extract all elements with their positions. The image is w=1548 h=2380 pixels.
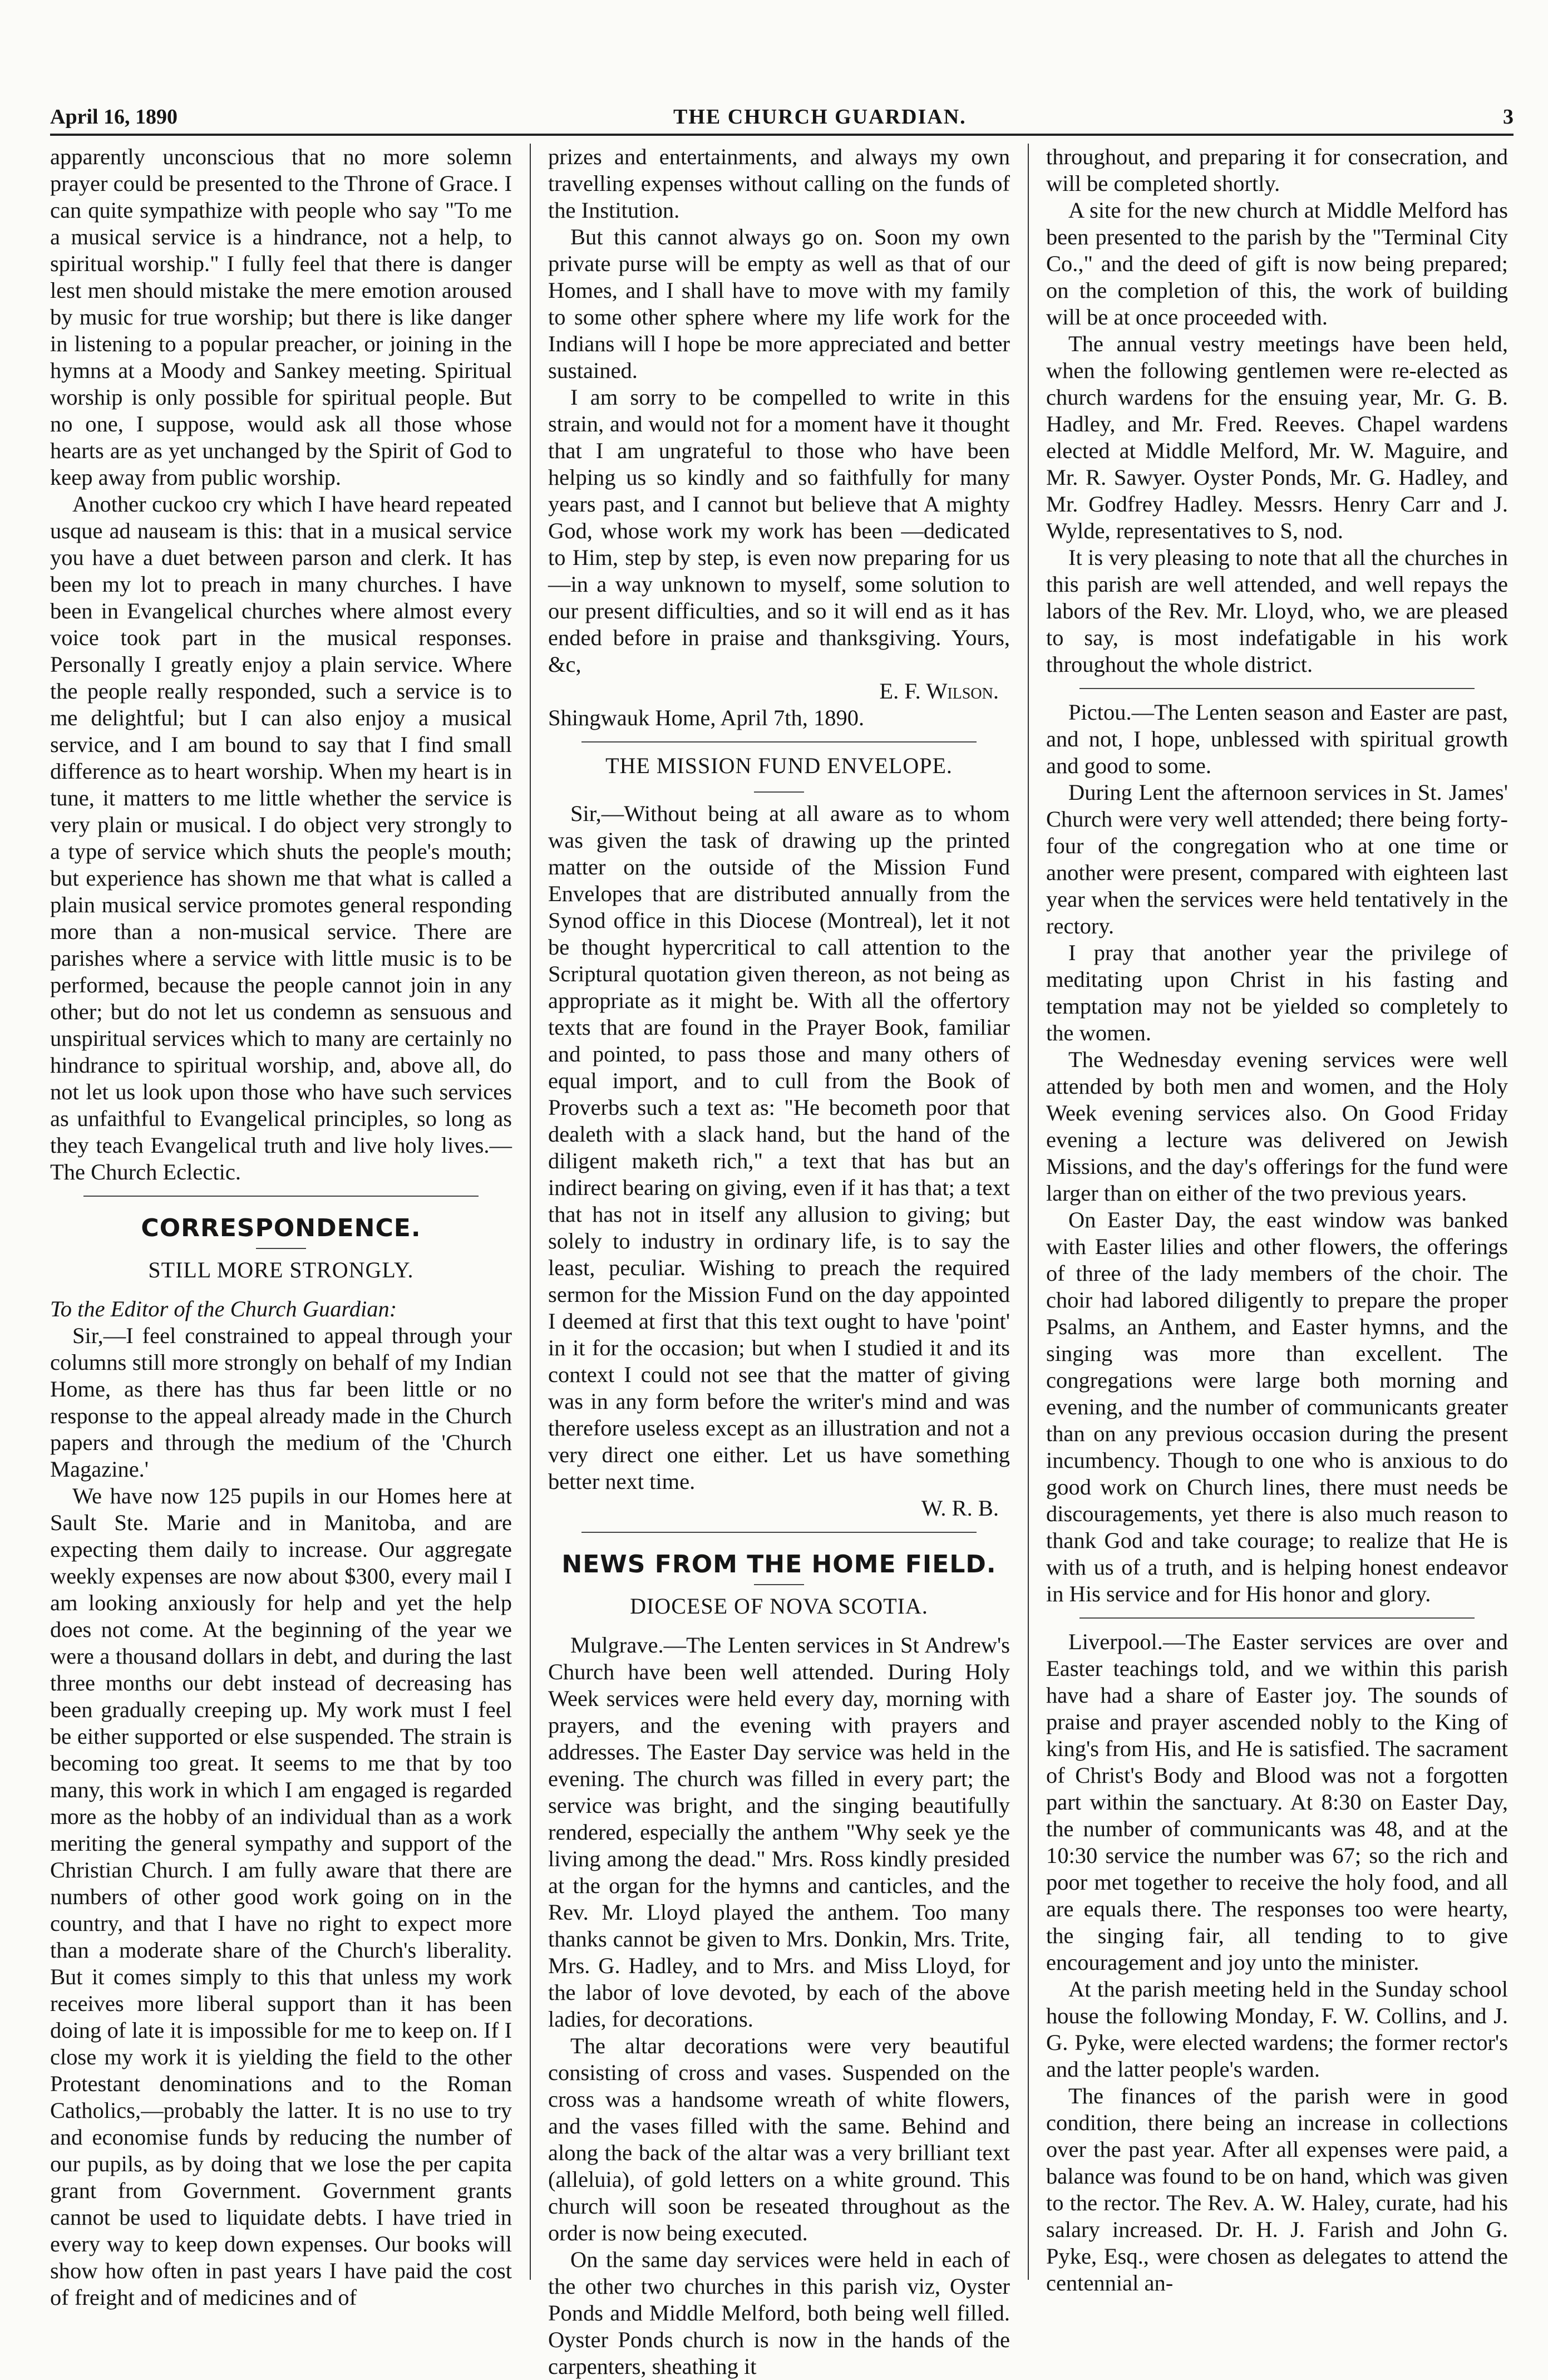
article-title-still-more-strongly: STILL MORE STRONGLY.: [148, 1257, 414, 1282]
paragraph: prizes and entertainments, and always my own travelling expenses without calling on the funds of the Institution.: [548, 144, 1010, 223]
short-rule: [754, 791, 804, 793]
section-rule: [1079, 1617, 1475, 1619]
letter-signature: E. F. Wilson.: [879, 678, 999, 704]
column-2: [548, 144, 1010, 2379]
section-rule: [1079, 688, 1475, 689]
section-heading-correspondence: CORRESPONDENCE.: [141, 1214, 421, 1242]
salutation-text: To the Editor of the Church Guardian:: [50, 1296, 397, 1321]
column-divider-1: [530, 144, 531, 2280]
paragraph: On Easter Day, the east window was banked with Easter lilies and other flowers, the offerings of three of the lady members of the choir. The choir had labored diligently to prepare the proper Psalms, an Anthem, and Easter hymns, and the singing was more than excellent. The congregations were large both morning and evening, and the number of communicants greater than on any previous occasion during the present incumbency. Though to one who is anxious to do good work on Church lines, there must needs be discouragements, yet there is also much reason to thank God and take courage; to realize that He is with us of a truth, and is helping honest endeavor in His service and for His honor and glory.: [1046, 1207, 1508, 1606]
issue-date: April 16, 1890: [50, 105, 178, 129]
section-rule: [581, 1532, 977, 1533]
paragraph: The altar decorations were very beautiful consisting of cross and vases. Suspended on the cross was a handsome wreath of white flowers, and the vases filled with the same. Behind and along the back of the altar was a very brilliant text (alleluia), of gold letters on a white ground. This church will soon be reseated throughout as the order is now being executed.: [548, 2033, 1010, 2245]
paragraph: throughout, and preparing it for consecration, and will be completed shortly.: [1046, 144, 1508, 196]
short-rule: [754, 1584, 804, 1585]
paragraph: It is very pleasing to note that all the churches in this parish are well attended, and well repays the labors of the Rev. Mr. Lloyd, who, we are pleased to say, is most indefatigable in his work throughout the whole district.: [1046, 545, 1508, 677]
page-number: 3: [1503, 105, 1514, 129]
paragraph: I pray that another year the privilege of meditating upon Christ in his fasting and temptation may not be yielded so completely to the women.: [1046, 940, 1508, 1045]
page-header: [50, 95, 1514, 139]
column-1: [50, 144, 512, 2310]
section-heading-news-home-field: NEWS FROM THE HOME FIELD.: [561, 1550, 997, 1579]
paragraph: At the parish meeting held in the Sunday school house the following Monday, F. W. Collins, and J. G. Pyke, were elected wardens; the former rector's and the latter people's warden.: [1046, 1976, 1508, 2082]
section-rule: [83, 1196, 479, 1197]
paragraph: Sir,—I feel constrained to appeal through your columns still more strongly on behalf of my Indian Home, as there has thus far been little or no response to the appeal already made in the Church papers and through the medium of the 'Church Magazine.': [50, 1323, 512, 1482]
letter-dateline: Shingwauk Home, April 7th, 1890.: [548, 705, 865, 730]
paragraph: Sir,—Without being at all aware as to whom was given the task of drawing up the printed matter on the outside of the Mission Fund Envelopes that are distributed annually from the Synod office in this Diocese (Montreal), let it not be thought hypercritical to call attention to the Scriptural quotation given thereon, as not being as appropriate as it might be. With all the offertory texts that are found in the Prayer Book, familiar and pointed, to pass those and many others of equal import, and to cull from the Book of Proverbs such a text as: "He becometh poor that dealeth with a slack hand, but the hand of the diligent maketh rich," a text that has but an indirect bearing on giving, even if it has that; a text that has not in itself any allusion to giving; but solely to industry in ordinary life, is to say the least, peculiar. Wishing to preach the required sermon for the Mission Fund on the day appointed I deemed at first that this text ought to have 'point' in it for the occasion; but when I studied it and its context I could not see that the matter of giving was in any form before the writer's mind and was therefore useless except as an illustration and not a very direct one either. Let us have something better next time.: [548, 801, 1010, 1494]
paragraph: The finances of the parish were in good condition, there being an increase in collections over the past year. After all expenses were paid, a balance was found to be on hand, which was given to the rector. The Rev. A. W. Haley, curate, had his salary increased. Dr. H. J. Farish and John G. Pyke, Esq., were chosen as delegates to attend the centennial an-: [1046, 2083, 1508, 2295]
section-rule: [581, 741, 977, 742]
paragraph: I am sorry to be compelled to write in this strain, and would not for a moment have it thought that I am ungrateful to those who have been helping us so kindly and so faithfully for many years past, and I cannot but believe that A mighty God, whose work my work has been —dedicated to Him, step by step, is even now preparing for us—in a way unknown to myself, some solution to our present difficulties, and so it will end as it has ended before in praise and thanksgiving. Yours, &c,: [548, 385, 1010, 677]
paragraph: The annual vestry meetings have been held, when the following gentlemen were re-elected as church wardens for the ensuing year, Mr. G. B. Hadley, and Mr. Fred. Reeves. Chapel wardens elected at Middle Melford, Mr. W. Maguire, and Mr. R. Sawyer. Oyster Ponds, Mr. G. Hadley, and Mr. Godfrey Hadley. Messrs. Henry Carr and J. Wylde, representatives to S, nod.: [1046, 331, 1508, 543]
article-title-mission-fund-envelope: THE MISSION FUND ENVELOPE.: [605, 753, 953, 778]
paragraph: Pictou.—The Lenten season and Easter are past, and not, I hope, unblessed with spiritual growth and good to some.: [1046, 700, 1508, 778]
short-rule: [256, 1248, 306, 1249]
paragraph: We have now 125 pupils in our Homes here at Sault Ste. Marie and in Manitoba, and are expecting them daily to increase. Our aggregate weekly expenses are now about $300, every mail I am looking anxiously for help and yet the help does not come. At the beginning of the year we were a thousand dollars in debt, and during the last three months our debt instead of decreasing has been gradually creeping up. My work must I feel be either supported or else suspended. The strain is becoming too great. It seems to me that by too many, this work in which I am engaged is regarded more as the hobby of an individual than as a work meriting the general sympathy and support of the Christian Church. I am fully aware that there are numbers of other good work going on in the country, and that I have no right to expect more than a moderate share of the Church's liberality. But it comes simply to this that unless my work receives more liberal support than it has been doing of late it is impossible for me to keep on. If I close my work it is yielding the field to the other Protestant denominations and to the Roman Catholics,—probably the latter. It is no use to try and economise funds by reducing the number of our pupils, as by doing that we lose the per capita grant from Government. Government grants cannot be used to liquidate debts. I have tried in every way to keep down expenses. Our books will show how often in past years I have paid the cost of freight and of medicines and of: [50, 1483, 512, 2310]
paragraph: A site for the new church at Middle Melford has been presented to the parish by the "Terminal City Co.," and the deed of gift is now being prepared; on the completion of this, the work of building will be at once proceeded with.: [1046, 198, 1508, 330]
paragraph: On the same day services were held in each of the other two churches in this parish viz, Oyster Ponds and Middle Melford, both being well filled. Oyster Ponds church is now in the hands of the carpenters, sheathing it: [548, 2247, 1010, 2379]
header-rule: [50, 134, 1514, 136]
paragraph: During Lent the afternoon services in St. James' Church were very well attended; there being forty-four of the congregation who at one time or another were present, compared with eighteen last year when the services were held tentatively in the rectory.: [1046, 780, 1508, 938]
diocese-heading: DIOCESE OF NOVA SCOTIA.: [630, 1594, 928, 1619]
column-divider-2: [1028, 144, 1029, 2280]
paragraph: But this cannot always go on. Soon my own private purse will be empty as well as that of our Homes, and I shall have to move with my family to some other sphere where my life work for the Indians will I hope be more appreciated and better sustained.: [548, 224, 1010, 383]
paragraph: Mulgrave.—The Lenten services in St Andrew's Church have been well attended. During Holy Week services were held every day, morning with prayers, and the evening with prayers and addresses. The Easter Day service was held in the evening. The church was filled in every part; the service was bright, and the singing beautifully rendered, especially the anthem "Why seek ye the living among the dead." Mrs. Ross kindly presided at the organ for the hymns and canticles, and the Rev. Mr. Lloyd played the anthem. Too many thanks cannot be given to Mrs. Donkin, Mrs. Trite, Mrs. G. Hadley, and to Mrs. and Miss Lloyd, for the labor of love devoted, by each of the above ladies, for decorations.: [548, 1632, 1010, 2032]
letter-signature: W. R. B.: [921, 1496, 999, 1521]
masthead-title: THE CHURCH GUARDIAN.: [673, 105, 967, 129]
paragraph: apparently unconscious that no more solemn prayer could be presented to the Throne of Grace. I can quite sympathize with people who say "To me a musical service is a hindrance, not a help, to spiritual worship." I fully feel that there is danger lest men should mistake the mere emotion aroused by music for true worship; but there is like danger in listening to a popular preacher, or joining in the hymns at a Moody and Sankey meeting. Spiritual worship is only possible for spiritual people. But no one, I suppose, would ask all those whose hearts are as yet unchanged by the Spirit of God to keep away from public worship.: [50, 144, 512, 490]
paragraph: Liverpool.—The Easter services are over and Easter teachings told, and we within this parish have had a share of Easter joy. The sounds of praise and prayer ascended nobly to the King of king's from His, and He is satisfied. The sacrament of Christ's Body and Blood was not a forgotten part within the sanctuary. At 8:30 on Easter Day, the number of communicants was 48, and at the 10:30 service the number was 67; so the rich and poor met together to receive the holy food, and all are equals there. The responses too were hearty, the singing fair, all tending to to give encouragement and joy unto the minister.: [1046, 1629, 1508, 1975]
salutation: [50, 1296, 512, 1322]
column-3: [1046, 144, 1508, 2295]
paragraph: The Wednesday evening services were well attended by both men and women, and the Holy Week evening services also. On Good Friday evening a lecture was delivered on Jewish Missions, and the day's offerings for the fund were larger than on either of the two previous years.: [1046, 1047, 1508, 1206]
paragraph: Another cuckoo cry which I have heard repeated usque ad nauseam is this: that in a musical service you have a duet between parson and clerk. It has been my lot to preach in many churches. I have been in Evangelical churches where almost every voice took part in the musical responses. Personally I greatly enjoy a plain service. Where the people really responded, such a service is to me delightful; but I can also enjoy a musical service, and I am bound to say that I find small difference as to heart worship. When my heart is in tune, it matters to me little whether the service is very plain or musical. I do object very strongly to a type of service which shuts the people's mouth; but experience has shown me that what is called a plain musical service promotes general responding more than a non-musical service. There are parishes where a service with little music is to be performed, because the people cannot join in any other; but do not let us condemn as sensuous and unspiritual services which to many are certainly no hindrance to spiritual worship, and, above all, do not let us look upon those who have such services as unfaithful to Evangelical principles, so long as they teach Evangelical truth and live holy lives.—The Church Eclectic.: [50, 491, 512, 1184]
